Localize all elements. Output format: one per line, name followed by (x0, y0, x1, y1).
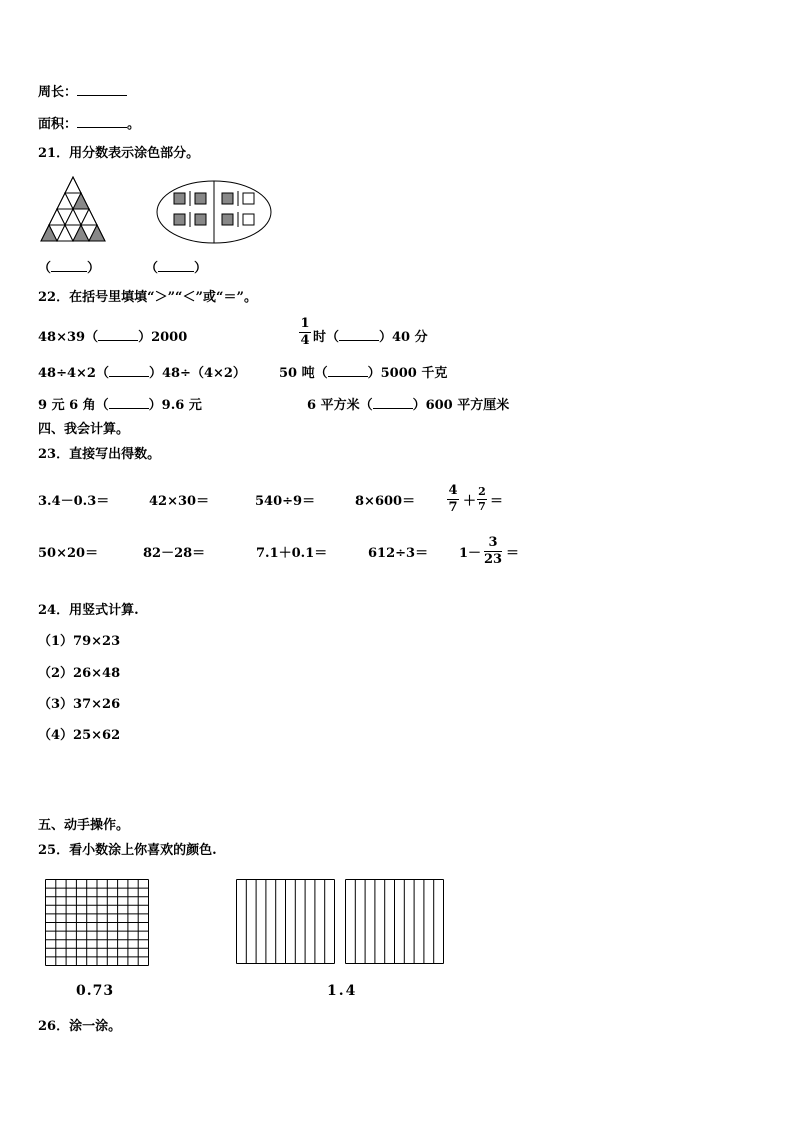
q21-answer-2: （ ） (145, 261, 208, 276)
q23-frac-a: 4 7 (448, 483, 458, 515)
q21-blank-2[interactable] (158, 259, 194, 272)
q23-frac-b: 2 7 (478, 485, 486, 513)
q23-r1-c2: 42×30＝ (149, 494, 210, 509)
perimeter-blank[interactable] (77, 83, 127, 96)
q22-row3-right: 6 平方米（ ）600 平方厘米 (307, 398, 510, 413)
area-line: 面积： 。 (38, 117, 141, 132)
one-minus: 1－ (459, 546, 482, 561)
hundred-grid[interactable] (45, 879, 149, 966)
triangle-figure (40, 176, 106, 244)
perimeter-label: 周长： (38, 85, 78, 100)
q22-blank-6[interactable] (373, 396, 413, 409)
q22-row1-right: 时（ ）40 分 (313, 330, 428, 345)
q22-blank-1[interactable] (98, 328, 138, 341)
label-0-73: 0.73 (76, 983, 115, 999)
q21-blank-1[interactable] (51, 259, 87, 272)
tenths-strip-2[interactable] (345, 879, 444, 964)
section4-title: 四、我会计算。 (38, 422, 130, 437)
q22-row1-left: 48×39（ ）2000 (38, 330, 188, 345)
q23-r2-c4: 612÷3＝ (368, 546, 429, 561)
area-blank[interactable] (77, 115, 127, 128)
q21-answer-1: （ ） (38, 261, 101, 276)
q22-row3-left: 9 元 6 角（ ）9.6 元 (38, 398, 202, 413)
q24-item-3: （3）37×26 (38, 697, 121, 712)
section5-title: 五、动手操作。 (38, 818, 130, 833)
q22-blank-3[interactable] (109, 364, 149, 377)
q22-blank-4[interactable] (328, 364, 368, 377)
q22-blank-2[interactable] (339, 328, 379, 341)
q23-r1-c1: 3.4－0.3＝ (38, 494, 110, 509)
q24-item-1: （1）79×23 (38, 634, 121, 649)
q24-title: 24．用竖式计算. (38, 603, 139, 618)
area-label: 面积： (38, 117, 78, 132)
q26-title: 26．涂一涂。 (38, 1019, 122, 1034)
q23-title: 23．直接写出得数。 (38, 447, 161, 462)
q23-r2-c3: 7.1＋0.1＝ (256, 546, 328, 561)
tenths-strip-1[interactable] (236, 879, 335, 964)
q23-frac-c: 3 23 (484, 535, 503, 567)
q22-title: 22．在括号里填填“＞”“＜”或“＝”。 (38, 290, 257, 305)
label-1-4: 1.4 (327, 983, 358, 999)
q21-title: 21．用分数表示涂色部分。 (38, 146, 200, 161)
perimeter-line (38, 83, 127, 101)
q23-r2-c1: 50×20＝ (38, 546, 99, 561)
q22-fraction: 1 4 (300, 316, 310, 348)
q22-blank-5[interactable] (109, 396, 149, 409)
q25-title: 25．看小数涂上你喜欢的颜色. (38, 843, 217, 858)
q24-item-4: （4）25×62 (38, 728, 121, 743)
equals-sign: ＝ (490, 494, 504, 509)
q24-item-2: （2）26×48 (38, 666, 121, 681)
q23-r1-c3: 540÷9＝ (255, 494, 316, 509)
q23-r1-c4: 8×600＝ (355, 494, 416, 509)
equals-sign-2: ＝ (506, 546, 520, 561)
oval-squares-figure (156, 180, 272, 244)
q22-row2-right: 50 吨（ ）5000 千克 (279, 366, 448, 381)
plus-sign: ＋ (463, 494, 477, 509)
q22-row2-left: 48÷4×2（ ）48÷（4×2） (38, 366, 246, 381)
q23-r2-c2: 82－28＝ (143, 546, 206, 561)
